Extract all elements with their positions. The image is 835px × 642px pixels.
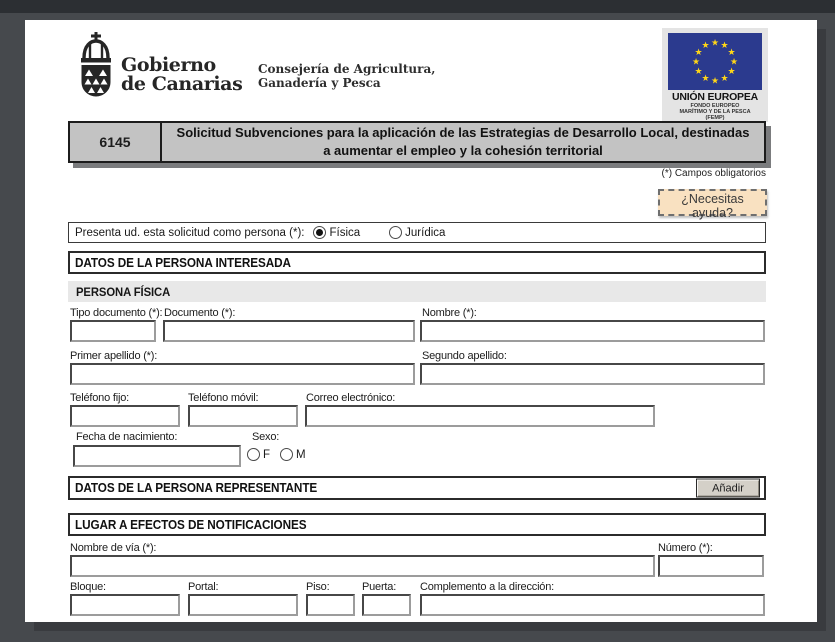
eu-name: UNIÓN EUROPEA <box>671 91 759 103</box>
required-fields-note: (*) Campos obligatorios <box>661 168 766 179</box>
form-code: 6145 <box>70 123 162 161</box>
eu-fund-line3: (FEMP) <box>705 115 725 121</box>
section-title-notificaciones: LUGAR A EFECTOS DE NOTIFICACIONES <box>75 517 307 532</box>
nombre-via-input[interactable] <box>70 555 655 577</box>
telefono-fijo-label: Teléfono fijo: <box>70 392 129 404</box>
eu-logo-panel <box>662 28 768 122</box>
svg-text:★: ★ <box>710 76 720 87</box>
piso-label: Piso: <box>306 581 330 593</box>
radio-sexo-m[interactable] <box>280 448 293 461</box>
telefono-fijo-input[interactable] <box>70 405 180 427</box>
radio-sexo-f-label: F <box>263 448 271 461</box>
telefono-movil-label: Teléfono móvil: <box>188 392 259 404</box>
primer-apellido-label: Primer apellido (*): <box>70 350 158 362</box>
svg-text:★: ★ <box>701 74 710 84</box>
eu-fund-line1: FONDO EUROPEO <box>690 103 740 109</box>
svg-text:★: ★ <box>694 48 703 58</box>
documento-label: Documento (*): <box>164 307 236 319</box>
bloque-label: Bloque: <box>70 581 106 593</box>
government-name-line1: Gobierno <box>121 54 216 76</box>
telefono-movil-input[interactable] <box>188 405 298 427</box>
svg-text:★: ★ <box>691 57 701 68</box>
subsection-title-persona-fisica: PERSONA FÍSICA <box>76 284 171 299</box>
canarias-coat-of-arms-icon <box>77 32 115 100</box>
radio-sexo-f[interactable] <box>247 448 260 461</box>
radio-persona-fisica-label: Física <box>329 226 361 239</box>
person-type-question: Presenta ud. esta solicitud como persona (*): <box>75 226 305 239</box>
form-header-bar <box>68 121 766 163</box>
complemento-input[interactable] <box>420 594 765 616</box>
nombre-input[interactable] <box>420 320 765 342</box>
portal-label: Portal: <box>188 581 219 593</box>
window-top-strip <box>0 0 835 13</box>
sexo-label: Sexo: <box>252 431 280 443</box>
primer-apellido-input[interactable] <box>70 363 415 385</box>
eu-fund-line2: MARÍTIMO Y DE LA PESCA <box>679 109 751 115</box>
person-type-row <box>68 222 766 243</box>
complemento-label: Complemento a la dirección: <box>420 581 555 593</box>
svg-text:★: ★ <box>694 67 703 77</box>
fecha-nacimiento-input[interactable] <box>73 445 241 467</box>
svg-text:★: ★ <box>720 74 729 84</box>
radio-sexo-m-label: M <box>296 448 306 461</box>
government-name-line2: de Canarias <box>121 73 243 95</box>
eu-flag-icon <box>668 33 762 90</box>
tipo-documento-label: Tipo documento (*): <box>70 307 163 319</box>
correo-electronico-label: Correo electrónico: <box>306 392 396 404</box>
piso-input[interactable] <box>306 594 355 616</box>
svg-text:★: ★ <box>701 41 710 51</box>
bloque-input[interactable] <box>70 594 180 616</box>
section-header-representante <box>68 476 766 500</box>
add-representante-button[interactable]: Añadir <box>696 479 760 498</box>
segundo-apellido-label: Segundo apellido: <box>422 350 507 362</box>
documento-input[interactable] <box>163 320 415 342</box>
subsection-persona-fisica <box>68 281 766 302</box>
svg-text:★: ★ <box>710 38 720 49</box>
correo-electronico-input[interactable] <box>305 405 655 427</box>
puerta-label: Puerta: <box>362 581 397 593</box>
radio-persona-juridica[interactable] <box>389 226 402 239</box>
help-button[interactable]: ¿Necesitas ayuda? <box>658 189 767 216</box>
sexo-radio-group <box>247 448 306 461</box>
puerta-input[interactable] <box>362 594 411 616</box>
section-header-notificaciones <box>68 513 766 536</box>
svg-text:★: ★ <box>720 41 729 51</box>
fecha-nacimiento-label: Fecha de nacimiento: <box>76 431 178 443</box>
portal-input[interactable] <box>188 594 298 616</box>
svg-text:★: ★ <box>727 67 736 77</box>
section-title-interesada: DATOS DE LA PERSONA INTERESADA <box>75 255 291 270</box>
section-title-representante: DATOS DE LA PERSONA REPRESENTANTE <box>75 481 318 495</box>
radio-persona-juridica-label: Jurídica <box>405 226 446 239</box>
numero-input[interactable] <box>658 555 764 577</box>
nombre-label: Nombre (*): <box>422 307 477 319</box>
form-page <box>25 20 817 622</box>
radio-persona-fisica[interactable] <box>313 226 326 239</box>
department-name-line1: Consejería de Agricultura, <box>258 62 436 76</box>
nombre-via-label: Nombre de vía (*): <box>70 542 157 554</box>
form-title: Solicitud Subvenciones para la aplicación de las Estrategias de Desarrollo Local, destinadas a aumentar el empleo y la cohesión territorial <box>176 125 750 158</box>
svg-text:★: ★ <box>729 57 739 68</box>
government-name <box>121 56 242 94</box>
segundo-apellido-input[interactable] <box>420 363 765 385</box>
svg-text:★: ★ <box>727 48 736 58</box>
numero-label: Número (*): <box>658 542 713 554</box>
department-name-line2: Ganadería y Pesca <box>258 76 381 90</box>
section-header-interesada <box>68 251 766 274</box>
department-name <box>258 62 435 90</box>
tipo-documento-input[interactable] <box>70 320 156 342</box>
